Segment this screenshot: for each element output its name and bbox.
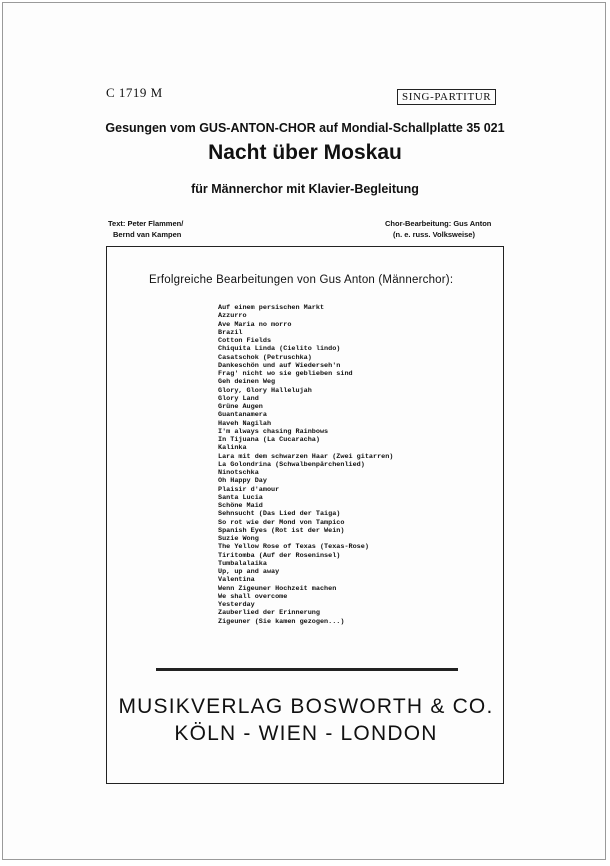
song-item: Frag' nicht wo sie geblieben sind xyxy=(218,370,353,378)
song-item: Suzie Wong xyxy=(218,535,259,543)
song-item: Ninotschka xyxy=(218,469,259,477)
score-cover-page xyxy=(2,2,606,860)
recording-note: Gesungen vom GUS-ANTON-CHOR auf Mondial-Schallplatte 35 021 xyxy=(105,121,505,135)
song-item: I'm always chasing Rainbows xyxy=(218,427,329,436)
song-item: Yesterday xyxy=(218,601,255,609)
song-item: Schöne Maid xyxy=(218,502,263,510)
song-list xyxy=(218,304,393,626)
lyricist-line-2: Bernd van Kampen xyxy=(113,230,182,239)
song-item: Casatschok (Petruschka) xyxy=(218,353,312,362)
arranger-line-1: Chor-Bearbeitung: Gus Anton xyxy=(385,219,492,228)
song-item: Azzurro xyxy=(218,312,247,321)
song-item: The Yellow Rose of Texas (Texas-Rose) xyxy=(218,543,369,552)
song-item: Chiquita Linda (Cielito lindo) xyxy=(218,345,341,354)
song-item: Lara mit dem schwarzen Haar (Zwei gitarren) xyxy=(218,452,394,461)
edition-badge: SING-PARTITUR xyxy=(397,89,496,105)
lyricist-line-1: Text: Peter Flammen/ xyxy=(108,219,184,228)
song-item: Up, up and away xyxy=(218,568,280,576)
catalog-number: C 1719 M xyxy=(106,85,163,100)
song-item: La Golondrina (Schwalbenpärchenlied) xyxy=(218,460,365,469)
song-item: Kalinka xyxy=(218,444,247,453)
song-item: Dankeschön und auf Wiederseh'n xyxy=(218,361,341,370)
song-item: Haveh Nagilah xyxy=(218,419,272,428)
arranger-line-2: (n. e. russ. Volksweise) xyxy=(393,230,475,239)
page-subtitle: für Männerchor mit Klavier-Begleitung xyxy=(191,182,419,196)
song-item: Brazil xyxy=(218,328,243,337)
catalog-box xyxy=(106,246,504,784)
song-item: Ave Maria no morro xyxy=(218,320,292,329)
song-item: Santa Lucia xyxy=(218,493,263,502)
publisher-cities: KÖLN - WIEN - LONDON xyxy=(174,722,438,745)
publisher-block xyxy=(107,693,505,747)
song-item: Glory, Glory Hallelujah xyxy=(218,386,312,395)
song-item: Grüne Augen xyxy=(218,403,263,411)
song-item: Tiritomba (Auf der Roseninsel) xyxy=(218,551,341,560)
song-item: Guantanamera xyxy=(218,411,267,420)
song-item: Tumbalalaika xyxy=(218,559,267,568)
song-item: Wenn Zigeuner Hochzeit machen xyxy=(218,584,337,593)
song-item: Valentina xyxy=(218,576,255,585)
song-item: Glory Land xyxy=(218,394,259,403)
divider xyxy=(156,668,458,671)
lyricist-credit xyxy=(108,218,183,240)
song-item: Plaisir d'amour xyxy=(218,485,280,494)
song-item: Auf einem persischen Markt xyxy=(218,304,325,312)
arrangements-heading: Erfolgreiche Bearbeitungen von Gus Anton (Männerchor): xyxy=(149,274,454,286)
song-item: So rot wie der Mond von Tampico xyxy=(218,518,345,527)
publisher-name: MUSIKVERLAG BOSWORTH & CO. xyxy=(118,695,494,718)
song-item: Geh deinen Weg xyxy=(218,378,276,387)
song-item: Sehnsucht (Das Lied der Taiga) xyxy=(218,510,341,519)
song-item: Cotton Fields xyxy=(218,337,272,345)
page-title: Nacht über Moskau xyxy=(208,141,402,164)
song-item: Zigeuner (Sie kamen gezogen...) xyxy=(218,617,345,626)
song-item: We shall overcome xyxy=(218,592,288,601)
song-item: Zauberlied der Erinnerung xyxy=(218,609,320,618)
song-item: Oh Happy Day xyxy=(218,477,267,486)
song-item: Spanish Eyes (Rot ist der Wein) xyxy=(218,526,345,535)
arranger-credit xyxy=(385,218,491,240)
song-item: In Tijuana (La Cucaracha) xyxy=(218,436,320,444)
